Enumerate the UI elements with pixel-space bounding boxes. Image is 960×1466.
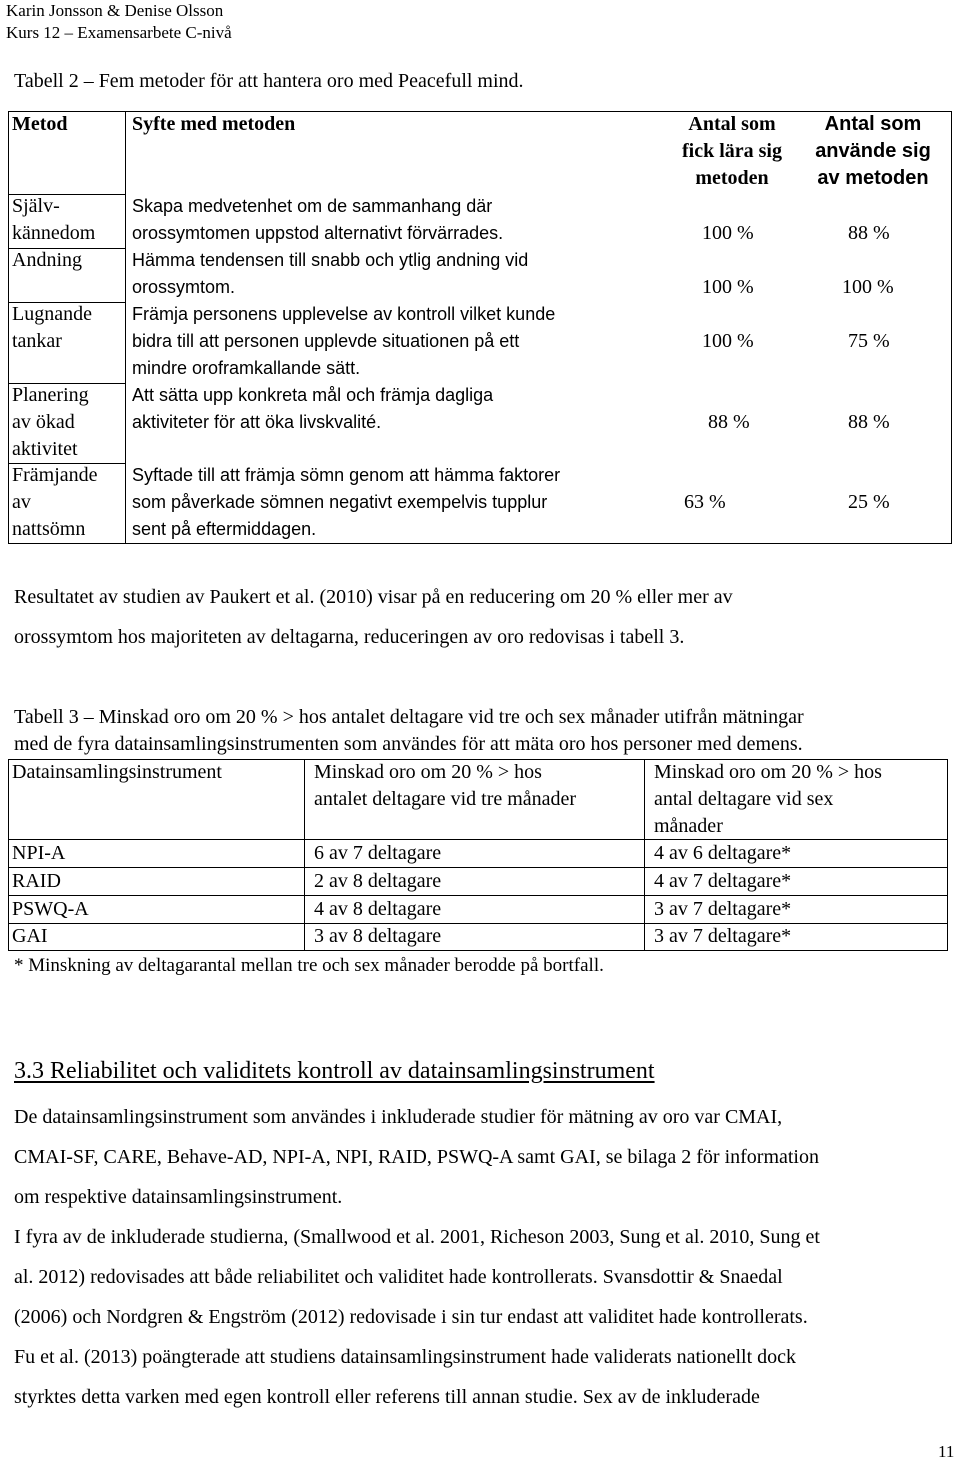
- table-row-six: 3 av 7 deltagare*: [654, 898, 792, 920]
- cell-line: Planering: [12, 384, 89, 406]
- cell-line: Själv-: [12, 195, 60, 217]
- column-divider: [644, 759, 645, 951]
- header-line: antal deltagare vid sex: [654, 788, 834, 810]
- header-line: fick lära sig: [682, 140, 782, 162]
- table-row-metod: [12, 301, 92, 355]
- header-six-months: [654, 759, 882, 840]
- paragraph-line: om respektive datainsamlingsinstrument.: [14, 1186, 343, 1208]
- paragraph-line: al. 2012) redovisades att både reliabilitet och validitet hade kontrollerats. Svansdottir & Snaedal: [14, 1266, 783, 1288]
- table-row-syfte: [132, 193, 503, 247]
- table-row-six: 4 av 6 deltagare*: [654, 842, 792, 864]
- page-number: 11: [938, 1442, 955, 1461]
- header-three-months: [314, 759, 576, 813]
- column-divider: [304, 759, 305, 951]
- cell-line: nattsömn: [12, 518, 86, 540]
- header-line: metoden: [695, 167, 769, 189]
- table-row-metod: [12, 193, 95, 247]
- table-row-used: 25 %: [848, 491, 890, 513]
- header-learned: [660, 111, 804, 192]
- table-row-used: 100 %: [842, 276, 894, 298]
- table-row-instrument: NPI-A: [12, 842, 66, 864]
- table-border: [947, 759, 948, 951]
- table-row-three: 4 av 8 deltagare: [314, 898, 442, 920]
- header-line: Antal som: [688, 113, 776, 135]
- row-divider: [8, 923, 948, 924]
- section-heading: 3.3 Reliabilitet och validitets kontroll av datainsamlingsinstrument: [14, 1058, 655, 1084]
- cell-line: aktiviteter för att öka livskvalité.: [132, 412, 382, 432]
- header-course: Kurs 12 – Examensarbete C-nivå: [6, 23, 232, 42]
- row-divider: [8, 867, 948, 868]
- cell-line: Skapa medvetenhet om de sammanhang där: [132, 196, 493, 216]
- header-metod: Metod: [12, 113, 68, 135]
- cell-line: av: [12, 491, 31, 513]
- table-border: [8, 759, 9, 951]
- table-row-syfte: [132, 247, 528, 301]
- table-row-learned: 63 %: [684, 491, 726, 513]
- table3: [8, 759, 948, 951]
- header-line: Antal som: [824, 113, 922, 135]
- table2: [8, 111, 952, 544]
- paragraph-line: (2006) och Nordgren & Engström (2012) redovisade i sin tur endast att validitet hade kontrollerats.: [14, 1306, 808, 1328]
- header-line: av metoden: [817, 167, 929, 189]
- cell-line: av ökad: [12, 411, 75, 433]
- header-used: [800, 111, 946, 192]
- table3-footnote: * Minskning av deltagarantal mellan tre och sex månader berodde på bortfall.: [14, 955, 604, 976]
- cell-line: som påverkade sömnen negativt exempelvis tupplur: [132, 492, 548, 512]
- table-row-metod: [12, 382, 89, 463]
- table-row-instrument: PSWQ-A: [12, 898, 89, 920]
- cell-line: mindre oroframkallande sätt.: [132, 358, 361, 378]
- table-border: [8, 111, 9, 544]
- table-row-six: 3 av 7 deltagare*: [654, 925, 792, 947]
- table-row-metod: [12, 462, 98, 543]
- cell-line: Att sätta upp konkreta mål och främja dagliga: [132, 385, 494, 405]
- paragraph-line: Fu et al. (2013) poängterade att studiens datainsamlingsinstrument hade validerats nationellt dock: [14, 1346, 797, 1368]
- cell-line: Lugnande: [12, 303, 92, 325]
- header-syfte: Syfte med metoden: [132, 113, 296, 135]
- table-row-instrument: GAI: [12, 925, 48, 947]
- header-line: månader: [654, 815, 723, 837]
- table-row-instrument: RAID: [12, 870, 61, 892]
- table-row-three: 6 av 7 deltagare: [314, 842, 442, 864]
- cell-line: Främja personens upplevelse av kontroll vilket kunde: [132, 304, 556, 324]
- cell-line: Främjande: [12, 464, 98, 486]
- header-instrument: Datainsamlingsinstrument: [12, 761, 222, 783]
- cell-line: tankar: [12, 330, 62, 352]
- paragraph-line: CMAI-SF, CARE, Behave-AD, NPI-A, NPI, RAID, PSWQ-A samt GAI, se bilaga 2 för information: [14, 1146, 819, 1168]
- table-row-three: 3 av 8 deltagare: [314, 925, 442, 947]
- table-row-learned: 100 %: [702, 222, 754, 244]
- cell-line: kännedom: [12, 222, 96, 244]
- table-row-used: 88 %: [848, 222, 890, 244]
- table-row-three: 2 av 8 deltagare: [314, 870, 442, 892]
- header-line: Minskad oro om 20 % > hos: [314, 761, 542, 783]
- header-line: använde sig: [815, 140, 931, 162]
- table-row-six: 4 av 7 deltagare*: [654, 870, 792, 892]
- table-row-syfte: [132, 462, 560, 543]
- paragraph-line: De datainsamlingsinstrument som användes i inkluderade studier för mätning av oro var CMAI,: [14, 1106, 783, 1128]
- cell-line: sent på eftermiddagen.: [132, 519, 317, 539]
- paragraph-line: Resultatet av studien av Paukert et al. (2010) visar på en reducering om 20 % eller mer av: [14, 586, 733, 608]
- header-authors: Karin Jonsson & Denise Olsson: [6, 1, 224, 20]
- table-row-learned: 100 %: [702, 276, 754, 298]
- column-divider: [125, 111, 126, 544]
- table-border: [8, 950, 948, 951]
- table-border: [951, 111, 952, 544]
- table2-caption: Tabell 2 – Fem metoder för att hantera oro med Peacefull mind.: [14, 70, 524, 92]
- table-row-used: 75 %: [848, 330, 890, 352]
- cell-line: Syftade till att främja sömn genom att hämma faktorer: [132, 465, 561, 485]
- paragraph-line: styrktes detta varken med egen kontroll eller referens till annan studie. Sex av de inkluderade: [14, 1386, 760, 1408]
- cell-line: aktivitet: [12, 438, 78, 460]
- table-border: [8, 543, 952, 544]
- paragraph-line: I fyra av de inkluderade studierna, (Smallwood et al. 2001, Richeson 2003, Sung et al. 2010, Sung et: [14, 1226, 820, 1248]
- cell-line: bidra till att personen upplevde situationen på ett: [132, 331, 520, 351]
- cell-line: Hämma tendensen till snabb och ytlig andning vid: [132, 250, 529, 270]
- table-row-learned: 88 %: [708, 411, 750, 433]
- row-divider: [8, 895, 948, 896]
- header-line: antalet deltagare vid tre månader: [314, 788, 577, 810]
- header-line: Minskad oro om 20 % > hos: [654, 761, 882, 783]
- cell-line: orossymtom.: [132, 277, 236, 297]
- cell-line: Andning: [12, 249, 82, 271]
- table3-caption-line: Tabell 3 – Minskad oro om 20 % > hos antalet deltagare vid tre och sex månader utifrån mätningar: [14, 706, 804, 728]
- table-row-syfte: [132, 382, 493, 436]
- table-row-syfte: [132, 301, 555, 382]
- table-row-metod: [12, 247, 82, 274]
- table-row-used: 88 %: [848, 411, 890, 433]
- table-row-learned: 100 %: [702, 330, 754, 352]
- table3-caption-line: med de fyra datainsamlingsinstrumenten som användes för att mäta oro hos personer med demens.: [14, 733, 803, 755]
- cell-line: orossymtomen uppstod alternativt förvärrades.: [132, 223, 504, 243]
- paragraph-line: orossymtom hos majoriteten av deltagarna, reduceringen av oro redovisas i tabell 3.: [14, 626, 685, 648]
